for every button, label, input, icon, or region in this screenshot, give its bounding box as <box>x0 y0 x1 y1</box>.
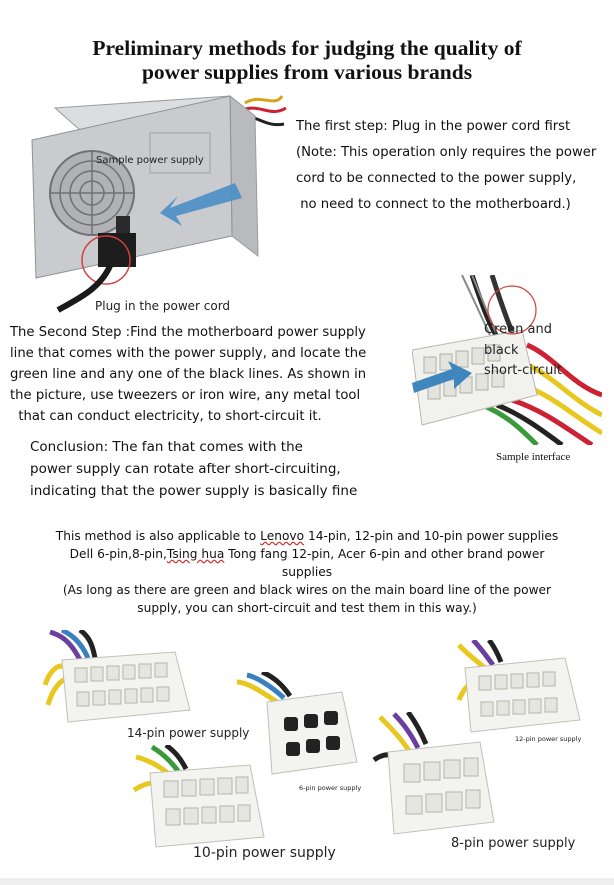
conclusion-line: Conclusion: The fan that comes with the <box>30 439 303 455</box>
conclusion-line: power supply can rotate after short-circuiting, <box>30 461 341 477</box>
step-one-line: (Note: This operation only requires the power <box>296 145 597 160</box>
14-pin-label: 14-pin power supply <box>127 726 250 740</box>
step-two-line: that can conduct electricity, to short-circuit it. <box>10 409 322 424</box>
8-pin-label: 8-pin power supply <box>451 836 576 851</box>
text-span: Dell 6-pin,8-pin, <box>69 547 167 561</box>
text-span: Lenovo <box>260 529 305 543</box>
10-pin-connector-image <box>130 745 270 850</box>
text-span: 14-pin, 12-pin and 10-pin power supplies <box>304 529 559 543</box>
sample-interface-caption: Sample interface <box>496 451 571 463</box>
method-line: supplies <box>281 565 333 579</box>
title-line-2: power supplies from various brands <box>141 60 473 84</box>
step-two-line: line that comes with the power supply, and locate the <box>10 346 367 361</box>
12-pin-label: 12-pin power supply <box>515 735 582 743</box>
title-line-1: Preliminary methods for judging the quality of <box>92 36 522 60</box>
plug-in-label: Plug in the power cord <box>95 299 231 313</box>
step-one-text <box>296 114 606 218</box>
label-line: short-circuit <box>484 363 563 378</box>
method-line: (As long as there are green and black wires on the main board line of the power <box>62 583 552 597</box>
method-line: supply, you can short-circuit and test them in this way.) <box>137 601 477 615</box>
conclusion-line: indicating that the power supply is basically fine <box>30 483 358 499</box>
power-supply-image <box>20 88 290 313</box>
method-line <box>20 527 594 545</box>
step-two-line: The Second Step :Find the motherboard power supply <box>10 325 366 340</box>
step-one-line: The first step: Plug in the power cord first <box>296 119 571 134</box>
step-one-line: no need to connect to the motherboard.) <box>296 197 571 212</box>
bottom-divider <box>0 878 614 885</box>
text-span: Tong fang 12-pin, Acer 6-pin and other brand power <box>224 547 545 561</box>
step-two-line: the picture, use tweezers or iron wire, any metal tool <box>10 388 361 403</box>
sample-power-supply-label: Sample power supply <box>96 155 204 166</box>
step-two-text <box>10 322 400 427</box>
method-line <box>20 545 594 563</box>
14-pin-connector-image <box>40 630 200 730</box>
conclusion-text <box>30 436 390 502</box>
step-two-line: green line and any one of the black lines. As shown in <box>10 367 367 382</box>
label-line: black <box>484 342 519 358</box>
6-pin-label: 6-pin power supply <box>299 784 362 792</box>
page-title <box>0 36 614 84</box>
8-pin-connector-image <box>370 712 500 837</box>
method-applicability-text <box>20 527 594 617</box>
green-black-short-label <box>484 320 562 382</box>
text-span: Tsing hua <box>166 547 225 561</box>
10-pin-label: 10-pin power supply <box>193 845 336 861</box>
text-span: This method is also applicable to <box>55 529 261 543</box>
step-one-line: cord to be connected to the power supply, <box>296 171 577 186</box>
label-line: Green and <box>484 322 552 337</box>
